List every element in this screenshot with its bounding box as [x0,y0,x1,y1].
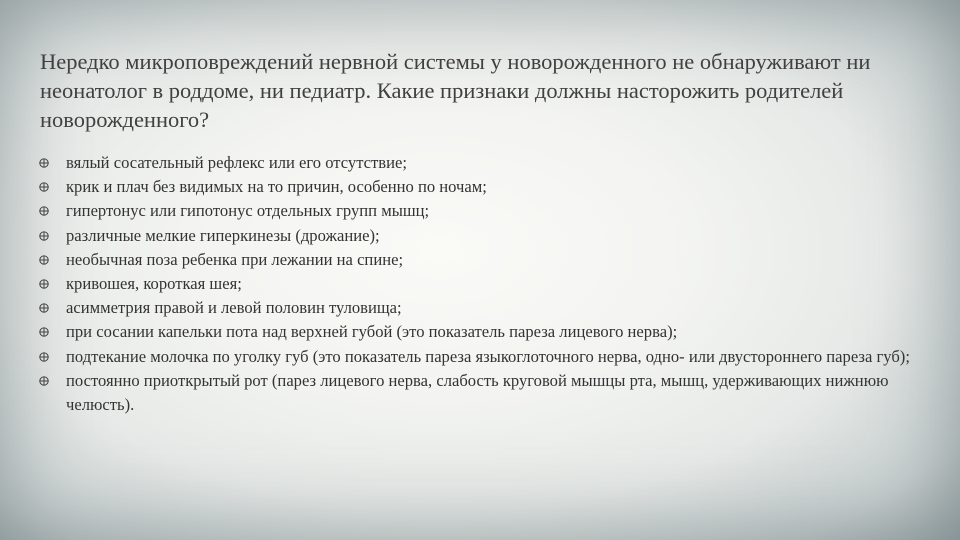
bullet-text: асимметрия правой и левой половин туловища; [66,298,402,318]
bullet-item [38,320,928,344]
bullet-text: кривошея, короткая шея; [66,274,242,294]
circled-plus-icon [39,158,49,168]
bullet-text: постоянно приоткрытый рот (парез лицевого нерва, слабость круговой мышцы рта, мышц, удерживающих нижнюю челюсть). [66,370,889,415]
circled-plus-icon [39,206,49,216]
circled-plus-icon [39,279,49,289]
bullet-item [38,175,928,199]
circled-plus-icon [39,255,49,265]
bullet-item [38,151,928,175]
bullet-item [38,199,928,223]
bullet-item [38,296,928,320]
bullet-text: вялый сосательный рефлекс или его отсутствие; [66,153,407,172]
circled-plus-icon [39,303,49,313]
bullet-item [38,272,928,296]
slide-title: Нередко микроповреждений нервной системы у новорожденного не обнаруживают ни неонатолог в роддоме, ни педиатр. Какие признаки должны насторожить родителей новорожденного? [40,49,871,132]
bullet-text: гипертонус или гипотонус отдельных групп мышц; [66,201,430,221]
bullet-item [38,248,928,272]
bullet-item [38,345,928,369]
bullet-text: крик и плач без видимых на то причин, особенно по ночам; [66,177,487,197]
circled-plus-icon [39,376,49,386]
bullet-text: необычная поза ребенка при лежании на спине; [66,249,404,269]
bullet-text: различные мелкие гиперкинезы (дрожание); [66,225,380,245]
bullet-text: при сосании капельки пота над верхней губой (это показатель пареза лицевого нерва); [66,322,678,342]
bullet-item [38,369,928,417]
circled-plus-icon [39,231,49,241]
bullet-text: подтекание молочка по уголку губ (это показатель пареза языкоглоточного нерва, одно- или двустороннего пареза губ); [66,346,910,366]
circled-plus-icon [39,327,49,337]
circled-plus-icon [39,352,49,362]
bullet-list [38,151,928,417]
circled-plus-icon [39,182,49,192]
bullet-item [38,224,928,248]
